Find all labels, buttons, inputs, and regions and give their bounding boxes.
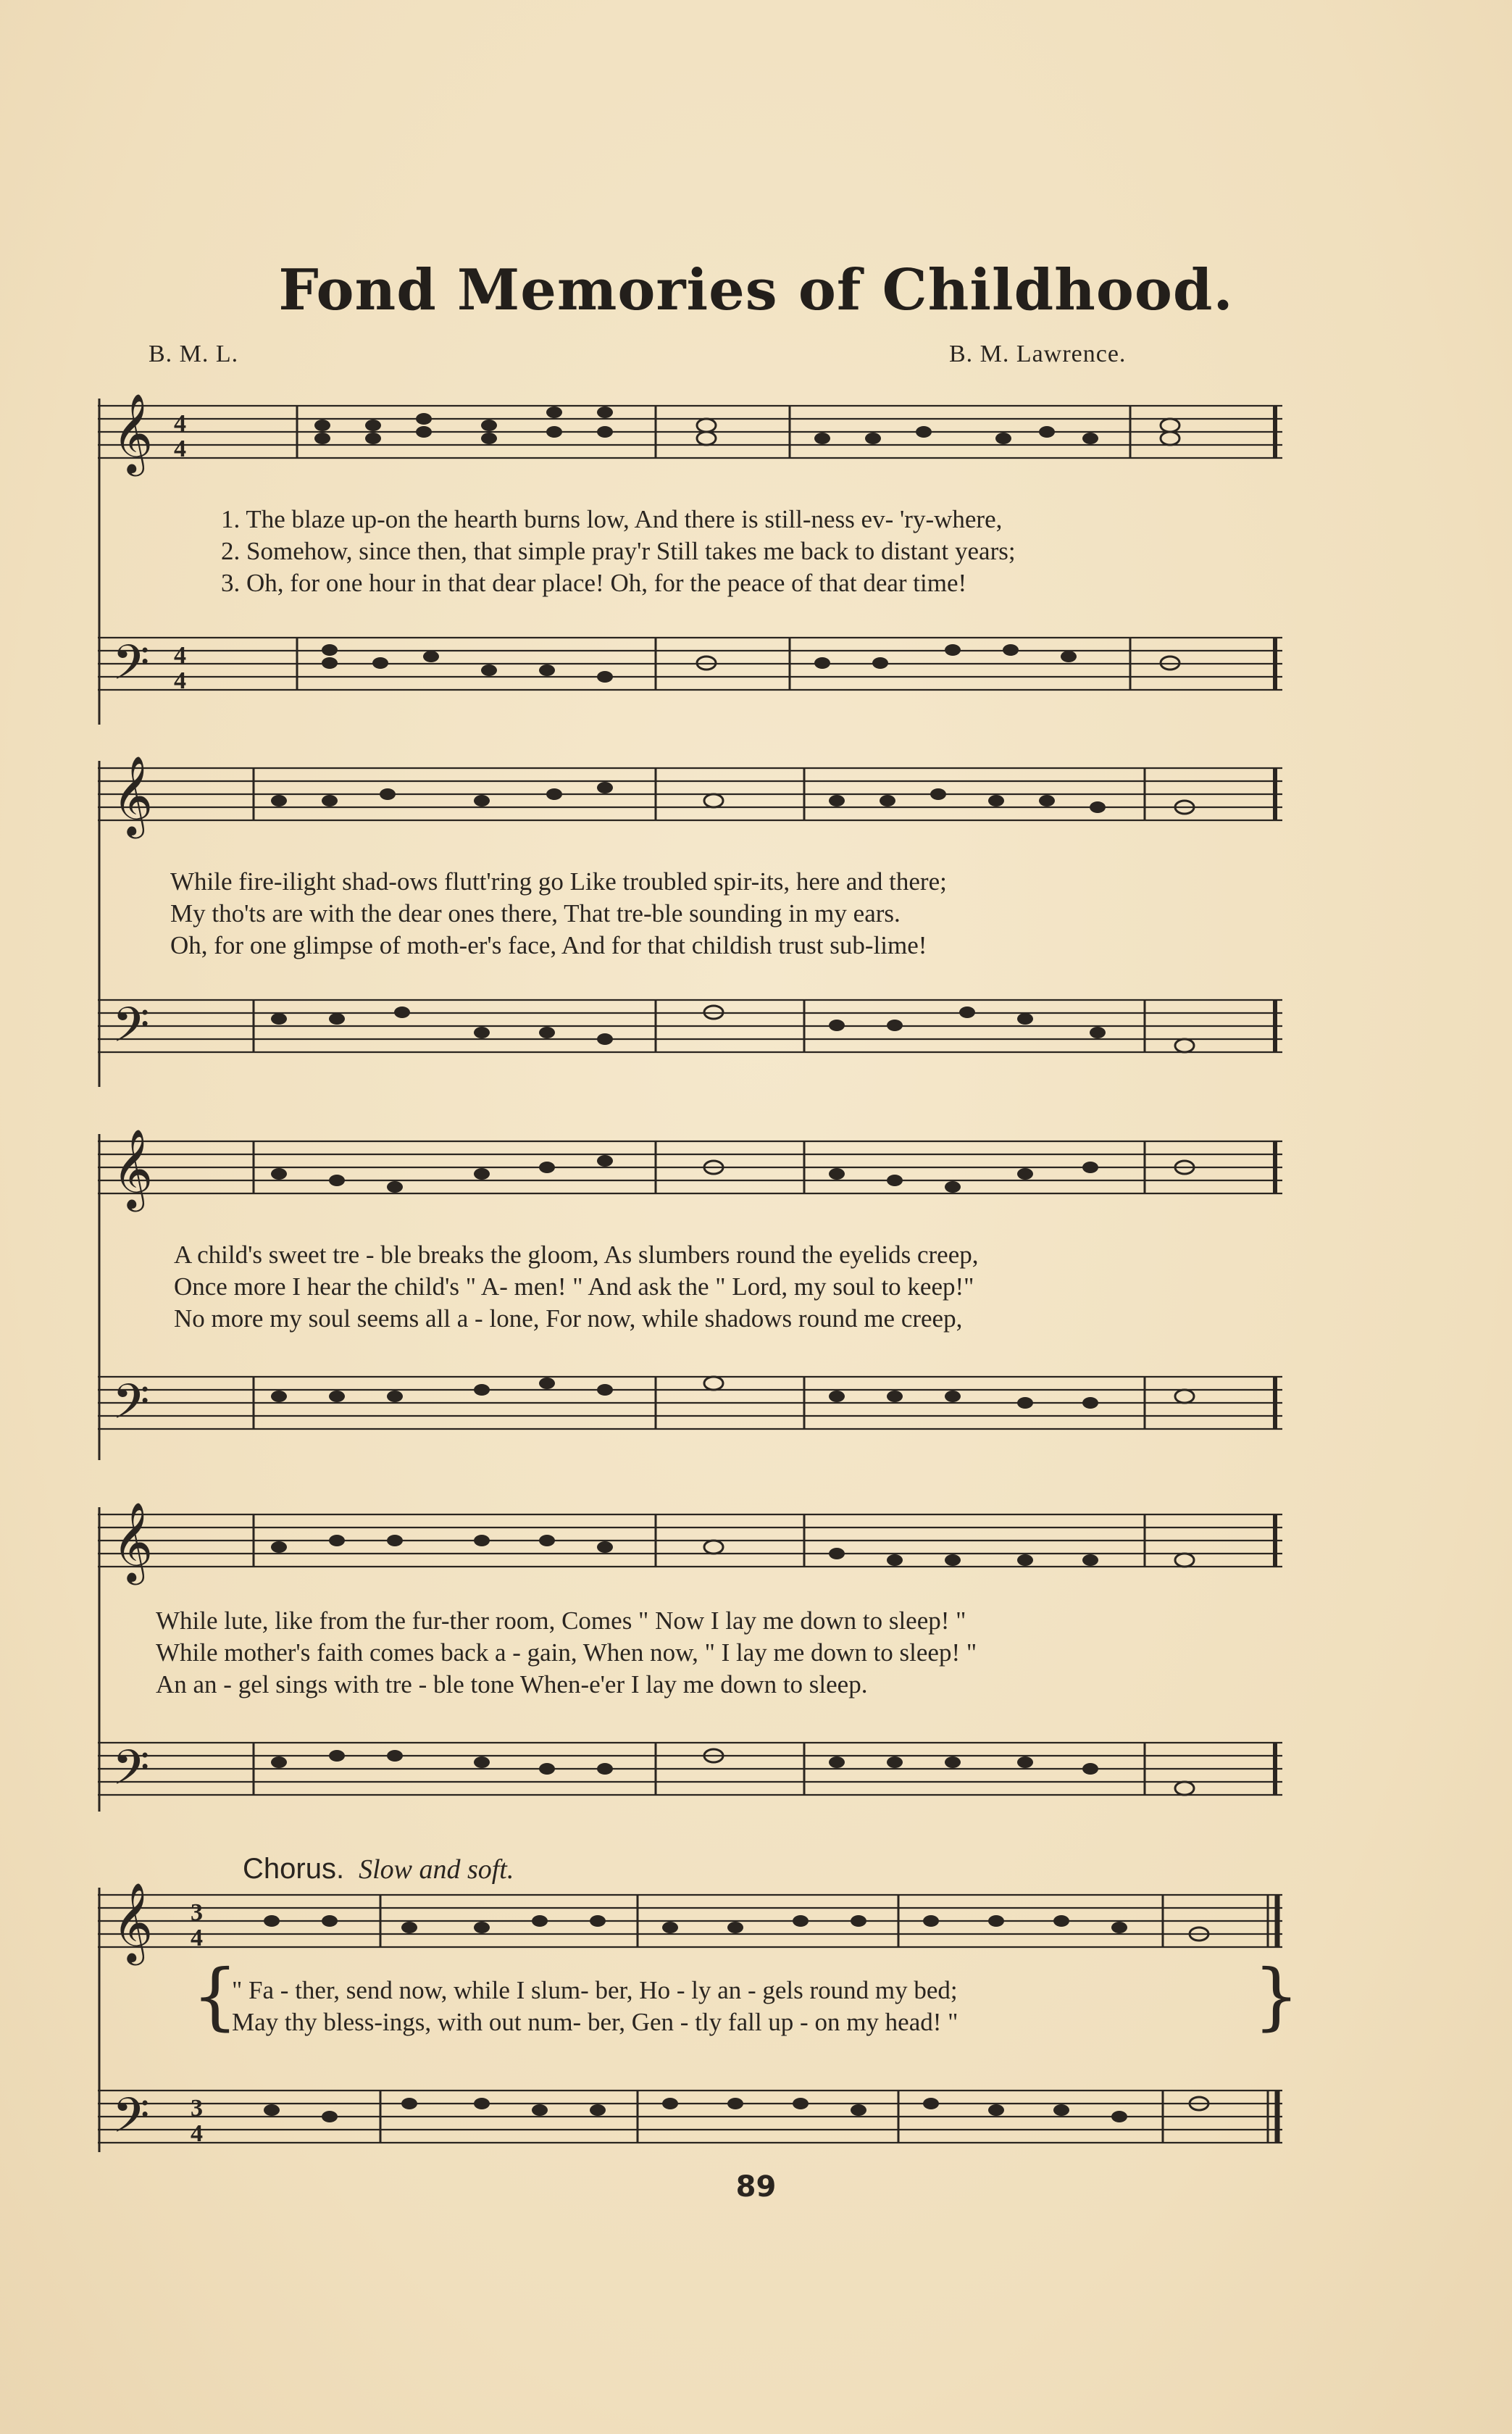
svg-text:4: 4	[174, 667, 186, 694]
music-system-3	[98, 1127, 1282, 1467]
lyric-line: 2. Somehow, since then, that simple pray'r Still takes me back to distant years;	[221, 537, 1016, 565]
svg-text:𝄢: 𝄢	[112, 1740, 150, 1807]
verse-lyrics-3	[174, 1239, 978, 1335]
lyric-line: A child's sweet tre - ble breaks the gloom, As slumbers round the eyelids creep,	[174, 1241, 979, 1269]
chorus-right-brace: }	[1253, 1954, 1300, 2038]
svg-text:𝄢: 𝄢	[112, 2088, 150, 2155]
lyric-line: " Fa - ther, send now, while I slum- ber, Ho - ly an - gels round my bed;	[232, 1976, 958, 2004]
lyric-line: Oh, for one glimpse of moth-er's face, And for that childish trust sub-lime!	[170, 931, 927, 959]
composer-credit: B. M. Lawrence.	[949, 341, 1127, 367]
svg-text:4: 4	[191, 2120, 203, 2147]
hymn-title: Fond Memories of Childhood.	[278, 257, 1234, 323]
lyric-line: 1. The blaze up-on the hearth burns low, And there is still-ness ev- 'ry-where,	[221, 505, 1003, 533]
svg-text:4: 4	[174, 410, 186, 437]
verse-lyrics-4	[156, 1605, 977, 1701]
svg-text:𝄞: 𝄞	[112, 393, 154, 473]
lyric-line: An an - gel sings with tre - ble tone When-e'er I lay me down to sleep.	[156, 1670, 868, 1699]
svg-text:4: 4	[174, 642, 186, 669]
lyricist-credit: B. M. L.	[149, 341, 239, 367]
verse-lyrics-1	[221, 504, 1016, 599]
svg-text:𝄢: 𝄢	[112, 997, 150, 1064]
lyric-line: My tho'ts are with the dear ones there, That tre-ble sounding in my ears.	[170, 899, 901, 928]
lyric-line: While fire-ilight shad-ows flutt'ring go Like troubled spir-its, here and there;	[170, 867, 947, 896]
chorus-label: Chorus.	[243, 1853, 345, 1885]
music-system-4	[98, 1500, 1282, 1819]
lyric-line: May thy bless-ings, with out num- ber, Gen - tly fall up - on my head! "	[232, 2008, 958, 2036]
lyric-line: No more my soul seems all a - lone, For now, while shadows round me creep,	[174, 1304, 963, 1333]
svg-text:𝄞: 𝄞	[112, 1883, 154, 1962]
music-system-2	[98, 754, 1282, 1094]
page-number: 89	[735, 2170, 777, 2204]
svg-text:𝄞: 𝄞	[112, 1502, 154, 1582]
svg-text:𝄞: 𝄞	[112, 1129, 154, 1209]
lyric-line: While lute, like from the fur-ther room, Comes " Now I lay me down to sleep! "	[156, 1606, 966, 1635]
svg-text:3: 3	[191, 1899, 203, 1926]
svg-text:4: 4	[191, 1925, 203, 1951]
music-system-1	[98, 391, 1282, 732]
verse-lyrics-2	[170, 866, 947, 962]
chorus-left-brace: {	[192, 1954, 238, 2038]
lyric-line: Once more I hear the child's " A- men! " And ask the " Lord, my soul to keep!"	[174, 1272, 974, 1301]
svg-text:𝄞: 𝄞	[112, 756, 154, 835]
svg-text:3: 3	[191, 2095, 203, 2122]
music-system-chorus	[98, 1880, 1300, 2163]
svg-text:𝄢: 𝄢	[112, 1374, 150, 1441]
chorus-tempo: Slow and soft.	[359, 1854, 514, 1885]
svg-text:4: 4	[174, 435, 186, 462]
lyric-line: While mother's faith comes back a - gain, When now, " I lay me down to sleep! "	[156, 1638, 977, 1667]
lyric-line: 3. Oh, for one hour in that dear place! Oh, for the peace of that dear time!	[221, 569, 967, 597]
chorus-lyrics	[232, 1975, 958, 2038]
svg-text:𝄢: 𝄢	[112, 635, 150, 702]
